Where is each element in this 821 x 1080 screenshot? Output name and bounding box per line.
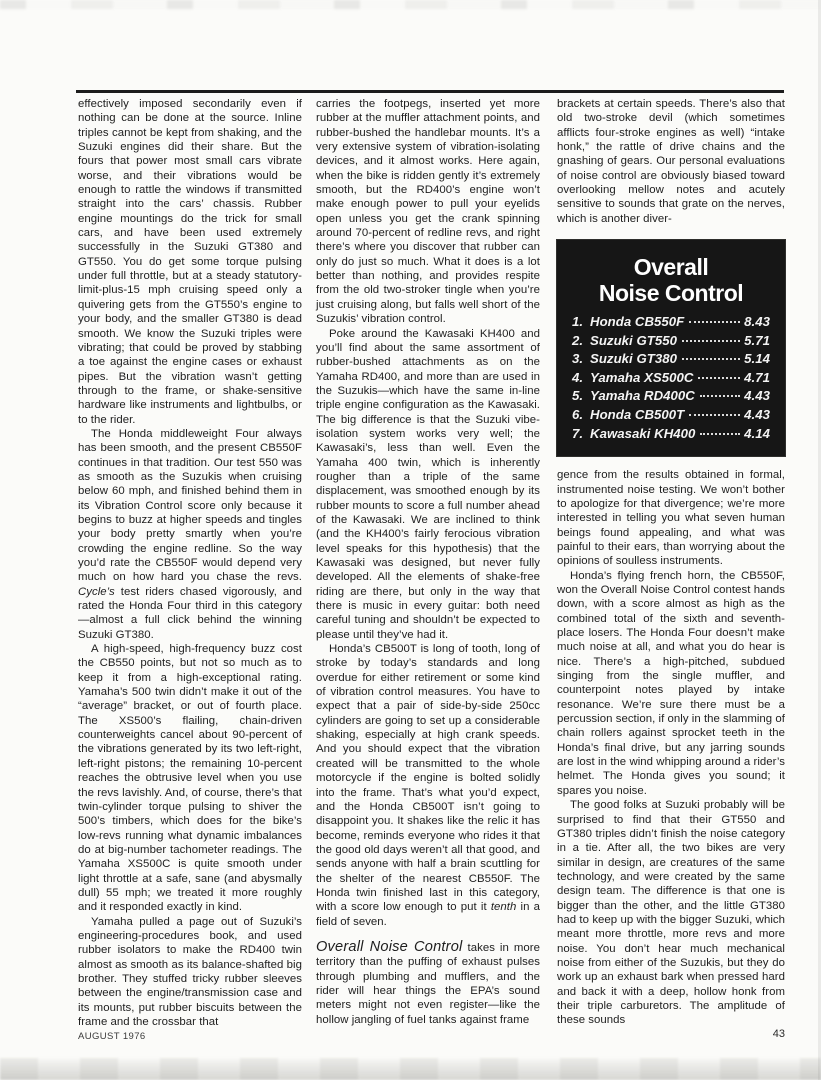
noise-ranking-row — [572, 389, 770, 408]
paragraph — [78, 642, 302, 915]
score-value: 5.14 — [744, 351, 770, 367]
bike-name: Suzuki GT550 — [590, 332, 677, 348]
paragraph — [78, 915, 302, 1030]
footer-page-number: 43 — [772, 1028, 785, 1040]
scan-artifact-bottom — [0, 1058, 821, 1080]
paragraph — [557, 97, 785, 226]
noise-ranking-row — [572, 408, 770, 427]
rank-number: 7. — [572, 425, 584, 441]
text-run: The Honda middleweight Four always has been smooth, and the present CB550F continues in that tradition. Our test 550 was as smooth as the Suzukis when cruising below 60 mph, and finished behind them in its Vibration Control score only because it begins to buzz at higher speeds and tingles your body pretty smartly when you’re crowding the engine redline. So the way you’d rate the CB550F would depend very much on how hard you chase the revs. — [78, 427, 302, 584]
text-run: effectively imposed secondarily even if nothing can be done at the source. Inline triples cannot be kept from shaking, and the Suzuki engines did their share. But the fours that power most small cars vibrate worse, and their vibrations would be enough to rattle the windows if transmitted straight into the cars’ chassis. Rubber engine mountings do the trick for small cars, and have been used extremely successfully in the Suzuki GT380 and GT550. You do get some torque pulsing under full throttle, but at a steady statutory-limit-plus-15 mph cruising speed only a quivering gets from the GT550’s engine to your body, and the smaller GT380 is dead smooth. We know the Suzuki triples were vibrating; that could be proved by stabbing a toe against the engine cases or exhaust pipes. But the vibration wasn’t getting through to the frame, or shake-sensitive hardware like instruments and lightbulbs, or to the rider. — [78, 98, 302, 426]
text-run: in a field of seven. — [316, 901, 540, 928]
text-run: Honda’s flying french horn, the CB550F, won the Overall Noise Control contest hands down, with a score almost as high as the combined total of the sixth and seventh-place losers. The Honda Four doesn’t make much noise at all, and what you do hear is nice. There’s a high-pitched, subdued singing from the single muffler, and counterpoint notes played by intake resonance. We’re sure there must be a percussion section, if only in the slamming of chain rollers against sprocket teeth in the Honda’s final drive, but any jarring sounds are lost in the wind whipping around a rider’s helmet. The Honda gives you sound; it spares you noise. — [557, 569, 785, 797]
paragraph — [316, 642, 540, 929]
text-run: brackets at certain speeds. There’s also that old two-stroke devil (which sometimes afflicts four-stroke engines as well) “intake honk,” the rattle of drive chains and the gnashing of gears. Our personal evaluations of noise control are obviously biased toward overlooking mellow notes and acutely sensitive to sounds that grate on the nerves, which is another diver- — [557, 98, 785, 225]
score-value: 5.71 — [744, 332, 770, 348]
text-column-2 — [316, 97, 540, 1027]
noise-ranking-row — [572, 315, 770, 334]
dot-leader — [700, 395, 740, 397]
noise-ranking-row — [572, 334, 770, 353]
bike-name: Kawasaki KH400 — [590, 425, 696, 441]
dot-leader — [700, 433, 740, 435]
paragraph — [316, 940, 540, 1027]
paragraph — [316, 327, 540, 643]
noise-box-title-line1: Overall — [633, 254, 709, 281]
score-value: 8.43 — [744, 314, 770, 330]
scan-artifact-top — [0, 0, 821, 9]
dot-leader — [682, 358, 740, 360]
paragraph — [78, 97, 302, 427]
text-column-1 — [78, 97, 302, 1029]
bike-name: Yamaha XS500C — [590, 369, 694, 385]
paragraph — [557, 468, 785, 568]
paragraph — [316, 97, 540, 327]
text-run: carries the footpegs, inserted yet more rubber at the muffler attachment points, and rubber-bushed the handlebar mounts. It’s a very extensive system of vibration-isolating devices, and it almost works. Here again, when the bike is ridden gently it’s extremely smooth, but the RD400’s engine won’t make enough power to pull your eyelids open unless you get the crank spinning around 70-percent of redline revs, and right there’s where you discover that rubber can only do just so much. What it does is a lot better than nothing, and provides respite from the old two-stroker tingle when you’re just cruising along, but falls well short of the Suzukis’ vibration control. — [316, 98, 540, 326]
noise-ranking-list — [570, 315, 772, 445]
score-value: 4.14 — [744, 425, 770, 441]
top-rule — [76, 90, 784, 93]
text-column-3 — [557, 97, 785, 1028]
paragraph — [557, 798, 785, 1028]
rank-number: 2. — [572, 332, 584, 348]
rank-number: 5. — [572, 388, 584, 404]
footer-issue-date: AUGUST 1976 — [78, 1031, 146, 1042]
bike-name: Suzuki GT380 — [590, 351, 677, 367]
score-value: 4.43 — [744, 407, 770, 423]
noise-ranking-row — [572, 352, 770, 371]
text-run: A high-speed, high-frequency buzz cost the CB550 points, but not so much as to keep it from a high-exceptional rating. Yamaha’s 500 twin didn’t make it out of the “average” bracket, or out of fourth place. The XS500’s flailing, chain-driven counterweights cancel about 90-percent of the vibrations generated by its two left-right, left-right pistons; the remaining 10-percent reaches the obtrusive level when you use the revs lavishly. And, of course, there’s that twin-cylinder torque pulsing to shiver the 500’s timbers, which does for the bike’s low-revs running what dynamic imbalances do at big-number tachometer readings. The Yamaha XS500C is quite smooth under light throttle at a safe, sane (and abysmally dull) 55 mph; we treated it more roughly and it responded exactly in kind. — [78, 643, 302, 914]
bike-name: Honda CB500T — [590, 407, 685, 423]
paragraph — [78, 427, 302, 642]
dot-leader — [689, 414, 740, 416]
paragraph — [557, 569, 785, 799]
text-run: gence from the results obtained in formal, instrumented noise testing. We won’t bother to apologize for that divergence; we’re more interested in telling you what seven human beings found appealing, and what was painful to their ears, than worrying about the opinions of soulless instruments. — [557, 469, 785, 568]
dot-leader — [698, 377, 740, 379]
bike-name: Honda CB550F — [590, 314, 685, 330]
text-run: The good folks at Suzuki probably will be surprised to find that their GT550 and GT380 triples didn’t finish the noise category in a tie. After all, the two bikes are very similar in design, are creatures of the same technology, and were created by the same design team. The difference is that one is bigger than the other, and the little GT380 had to keep up with the bigger Suzuki, which meant more throttle, more revs and more noise. You don’t hear much mechanical noise from either of the Suzukis, but they do work up an exhaust bark when pressed hard and back it with a deep, hollow honk from their triple carburetors. The amplitude of these sounds — [557, 799, 785, 1027]
text-run: takes in more territory than the puffing of exhaust pulses through plumbing and mufflers, and the rider will hear things the EPA’s sound meters might not even register—like the hollow jangling of fuel tanks against frame — [316, 941, 540, 1026]
noise-ranking-row — [572, 371, 770, 390]
text-run: Poke around the Kawasaki KH400 and you’ll find about the same assortment of rubber-bushed attachments as on the Yamaha RD400, and more than are used in the Suzukis—which have the same in-line triple engine configuration as the Kawasaki. The big difference is that the Suzuki vibe-isolation system works very well; the Kawasaki’s, less than well. Even the Yamaha 400 twin, which is inherently rougher than a triple of the same displacement, was smoothed enough by its rubber mounts to score a full number ahead of the Kawasaki. We are inclined to think (and the KH400’s fairly ferocious vibration level speaks for this hypothesis) that the Kawasaki was designed, but never fully developed. All the elements of shake-free riding are there, but only in the way that there is music in every guitar: both need careful tuning and shouldn’t be expected to please until they’ve had it. — [316, 327, 540, 641]
rank-number: 3. — [572, 351, 584, 367]
score-value: 4.71 — [744, 369, 770, 385]
text-run: Honda’s CB500T is long of tooth, long of stroke by today’s standards and long overdue for either retirement or some kind of vibration control measures. You have to expect that a pair of side-by-side 250cc cylinders are going to set up a considerable shaking, especially at high crank speeds. And you should expect that the vibration created will be transmitted to the whole motorcycle if the engine is bolted solidly into the frame. That’s what you’d expect, and the Honda CB500T isn’t going to disappoint you. It shakes like the relic it has become, reminds everyone who rides it that the good old days weren’t all that good, and sends anyone with half a brain scuttling for the shelter of the nearest CB550F. The Honda twin finished last in this category, with a score low enough to put it — [316, 643, 540, 914]
noise-ranking-row — [572, 427, 770, 446]
rank-number: 6. — [572, 407, 584, 423]
dot-leader — [689, 321, 740, 323]
text-run: Yamaha pulled a page out of Suzuki’s engineering-procedures book, and used rubber isolators to make the RD400 twin almost as smooth as its balance-shafted big brother. They stuffed tricky rubber sleeves between the engine/transmission case and its mounts, put rubber biscuits between the frame and the crossbar that — [78, 915, 302, 1028]
text-run: Cycle’s — [78, 585, 115, 598]
dot-leader — [682, 340, 740, 342]
noise-box-title — [570, 254, 772, 306]
text-run: tenth — [490, 901, 517, 914]
rank-number: 1. — [572, 314, 584, 330]
text-run: test riders chased vigorously, and rated the Honda Four third in this category—almost a full click behind the winning Suzuki GT380. — [78, 585, 302, 641]
rank-number: 4. — [572, 369, 584, 385]
score-value: 4.43 — [744, 388, 770, 404]
section-lead-in: Overall Noise Control — [316, 938, 463, 955]
bike-name: Yamaha RD400C — [590, 388, 695, 404]
overall-noise-control-box — [557, 240, 785, 456]
noise-box-title-line2: Noise Control — [598, 280, 744, 307]
